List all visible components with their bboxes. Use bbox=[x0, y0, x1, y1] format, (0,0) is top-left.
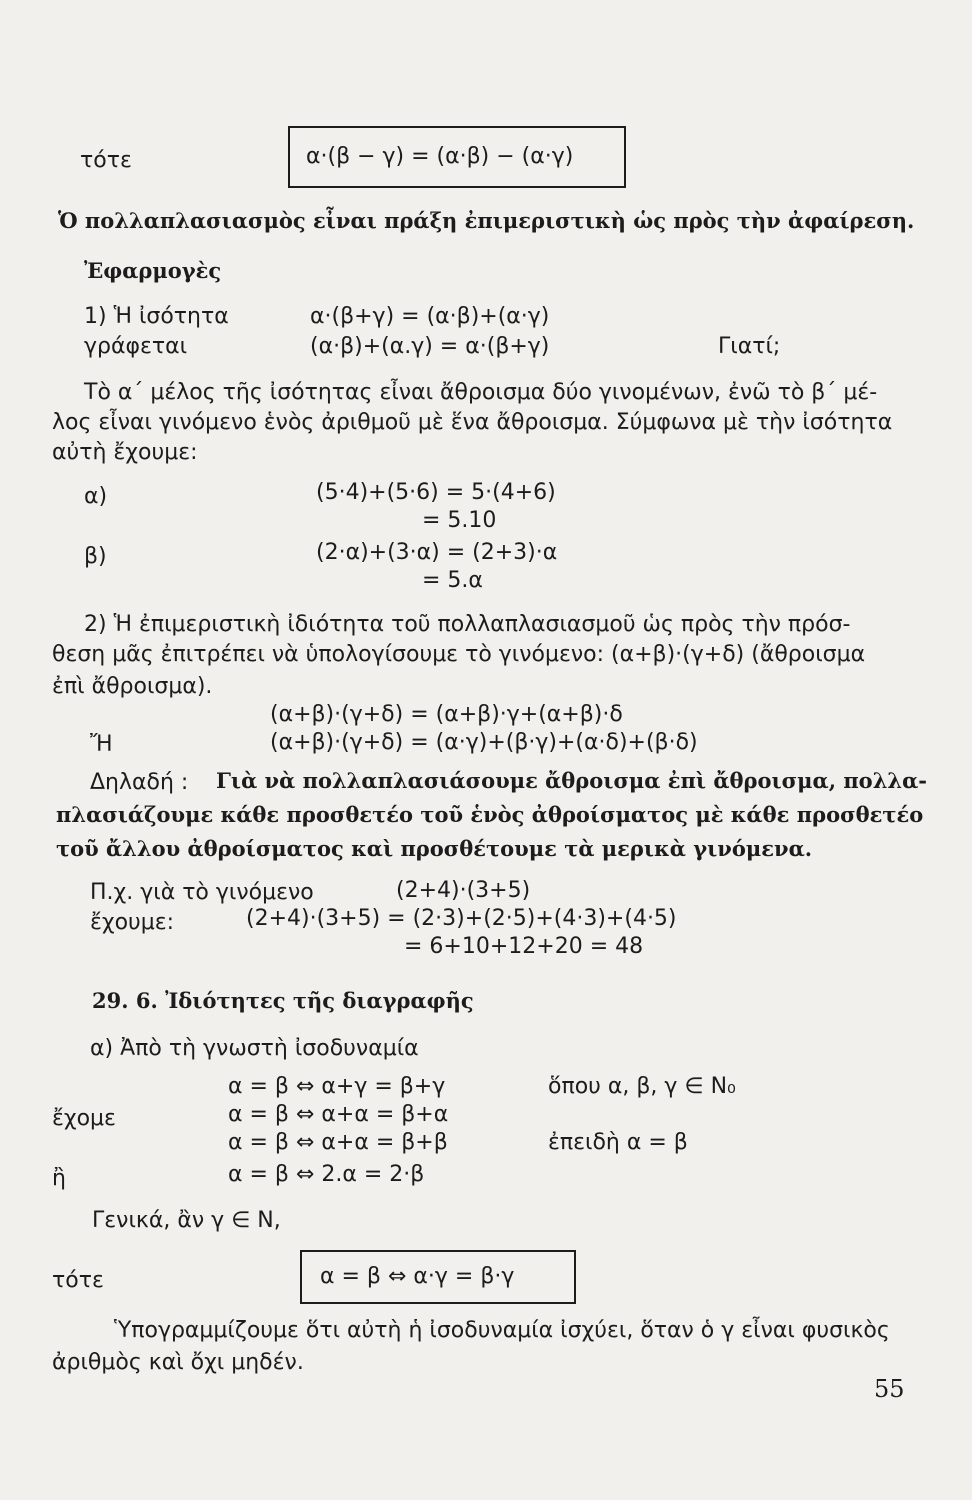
app1-label: 1) Ἡ ἰσότητα bbox=[84, 304, 229, 329]
cancel-eq1-note: ὅπου α, β, γ ∈ N₀ bbox=[548, 1074, 736, 1099]
boxed-formula-1: α·(β − γ) = (α·β) − (α·γ) bbox=[306, 144, 574, 169]
page-number: 55 bbox=[874, 1375, 905, 1403]
app1-ex-a-line1: (5·4)+(5·6) = 5·(4+6) bbox=[316, 480, 556, 505]
app1-formula2: (α·β)+(α.γ) = α·(β+γ) bbox=[310, 334, 550, 359]
section-or-label: ἢ bbox=[52, 1166, 66, 1191]
app1-para-line2: λος εἶναι γινόμενο ἑνὸς ἀριθμοῦ μὲ ἕνα ἄθροισμα. Σύμφωνα μὲ τὴν ἰσότητα bbox=[52, 410, 893, 435]
tote-label-2: τότε bbox=[52, 1268, 104, 1293]
app1-ex-b-label: β) bbox=[84, 544, 107, 569]
app1-ex-b-line2: = 5.α bbox=[422, 568, 483, 593]
app2-namely-label: Δηλαδή : bbox=[90, 770, 189, 795]
app2-line2: θεση μᾶς ἐπιτρέπει νὰ ὑπολογίσουμε τὸ γινόμενο: (α+β)·(γ+δ) (ἄθροισμα bbox=[52, 642, 866, 667]
app1-formula1: α·(β+γ) = (α·β)+(α·γ) bbox=[310, 304, 550, 329]
section-heading: 29. 6. Ἰδιότητες τῆς διαγραφῆς bbox=[92, 988, 474, 1013]
app1-para-line1: Τὸ α΄ μέλος τῆς ἰσότητας εἶναι ἄθροισμα δύο γινομένων, ἐνῶ τὸ β΄ μέ- bbox=[84, 380, 878, 405]
app2-example-line2: = 6+10+12+20 = 48 bbox=[404, 934, 644, 959]
app2-or-label: Ἤ bbox=[90, 732, 113, 757]
cancel-eq3: α = β ⇔ α+α = β+β bbox=[228, 1130, 448, 1155]
app2-rule-line3: τοῦ ἄλλου ἀθροίσματος καὶ προσθέτουμε τὰ μερικὰ γινόμενα. bbox=[56, 836, 813, 861]
app1-ex-a-line2: = 5.10 bbox=[422, 508, 497, 533]
app2-example-label: Π.χ. γιὰ τὸ γινόμενο bbox=[90, 880, 314, 905]
app2-formula1: (α+β)·(γ+δ) = (α+β)·γ+(α+β)·δ bbox=[270, 702, 623, 727]
app2-have-label: ἔχουμε: bbox=[90, 910, 175, 935]
app1-ex-a-label: α) bbox=[84, 484, 108, 509]
app2-example-line1: (2+4)·(3+5) = (2·3)+(2·5)+(4·3)+(4·5) bbox=[246, 906, 677, 931]
cancel-eq1: α = β ⇔ α+γ = β+γ bbox=[228, 1074, 446, 1099]
section-have-label: ἔχομε bbox=[52, 1106, 116, 1131]
boxed-formula-2: α = β ⇔ α·γ = β·γ bbox=[320, 1264, 515, 1289]
cancel-eq2: α = β ⇔ α+α = β+α bbox=[228, 1102, 449, 1127]
app2-rule-line1: Γιὰ νὰ πολλαπλασιάσουμε ἄθροισμα ἐπὶ ἄθροισμα, πολλα- bbox=[216, 768, 928, 793]
app1-label2: γράφεται bbox=[84, 334, 188, 359]
app1-question: Γιατί; bbox=[718, 334, 781, 359]
section-note-line1: Ὑπογραμμίζουμε ὅτι αὐτὴ ἡ ἰσοδυναμία ἰσχύει, ὅταν ὁ γ εἶναι φυσικὸς bbox=[114, 1318, 890, 1343]
app2-line1: 2) Ἡ ἐπιμεριστικὴ ἰδιότητα τοῦ πολλαπλασιασμοῦ ὡς πρὸς τὴν πρόσ- bbox=[84, 612, 851, 637]
app2-example-product: (2+4)·(3+5) bbox=[396, 878, 531, 903]
section-general: Γενικά, ἂν γ ∈ N, bbox=[92, 1208, 281, 1233]
distributive-statement: Ὁ πολλαπλασιασμὸς εἶναι πράξη ἐπιμεριστικὴ ὡς πρὸς τὴν ἀφαίρεση. bbox=[58, 208, 915, 233]
app1-para-line3: αὐτὴ ἔχουμε: bbox=[52, 440, 198, 465]
cancel-eq4: α = β ⇔ 2.α = 2·β bbox=[228, 1162, 425, 1187]
cancel-eq3-note: ἐπειδὴ α = β bbox=[548, 1130, 688, 1155]
app2-rule-line2: πλασιάζουμε κάθε προσθετέο τοῦ ἑνὸς ἀθροίσματος μὲ κάθε προσθετέο bbox=[56, 802, 924, 827]
section-note-line2: ἀριθμὸς καὶ ὄχι μηδέν. bbox=[52, 1350, 304, 1375]
applications-heading: Ἐφαρμογὲς bbox=[84, 258, 222, 283]
section-sub-a: α) Ἀπὸ τὴ γνωστὴ ἰσοδυναμία bbox=[90, 1036, 419, 1061]
tote-label-1: τότε bbox=[80, 148, 132, 173]
app2-formula2: (α+β)·(γ+δ) = (α·γ)+(β·γ)+(α·δ)+(β·δ) bbox=[270, 730, 698, 755]
app2-line3: ἐπὶ ἄθροισμα). bbox=[52, 674, 213, 699]
app1-ex-b-line1: (2·α)+(3·α) = (2+3)·α bbox=[316, 540, 558, 565]
